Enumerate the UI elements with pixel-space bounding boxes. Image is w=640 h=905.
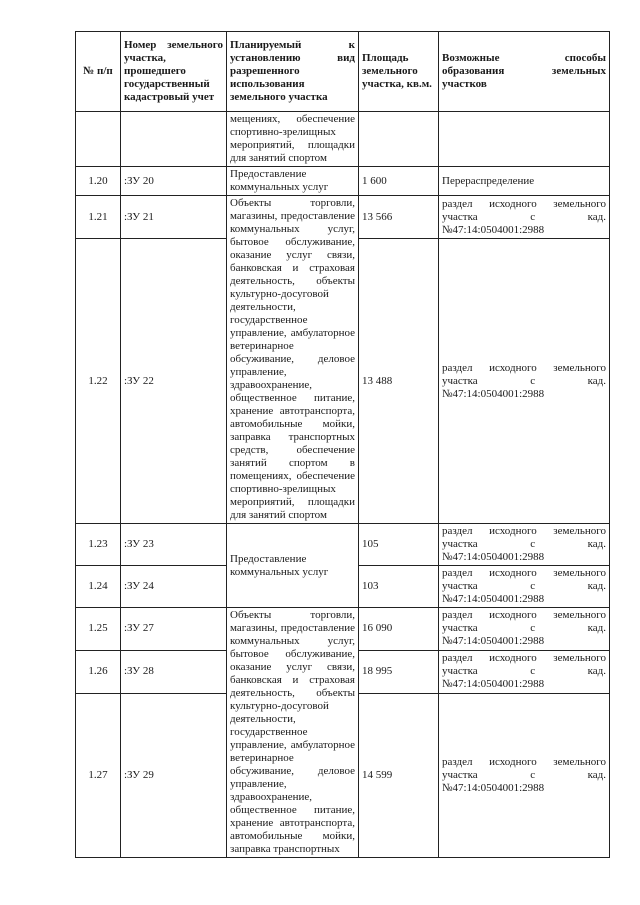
table-row	[76, 196, 610, 239]
row-use: Объекты торговли, магазины, предоставление коммунальных услуг, бытовое обслуживание, оказание услуг связи, банковская и страховая деятельность, объекты культурно-досуговой деятельности, государственное управление, амбулаторное ветеринарное обсуживание, деловое управление, здравоохранение, общественное питание, хранение автотранспорта, автомобильные мойки, заправка транспортных	[227, 608, 359, 858]
table-row	[76, 524, 610, 566]
row-area: 13 488	[359, 239, 439, 524]
row-num	[76, 112, 121, 167]
col-header-use: Планируемый к установлению вид разрешенного использования земельного участка	[227, 32, 359, 112]
row-method: раздел исходного земельного участка с кад.№47:14:0504001:2988	[439, 693, 610, 857]
row-plot: :ЗУ 27	[121, 608, 227, 651]
row-use: Предоставление коммунальных услуг	[227, 524, 359, 608]
row-num: 1.25	[76, 608, 121, 651]
row-plot: :ЗУ 23	[121, 524, 227, 566]
row-use: Предоставление коммунальных услуг	[227, 167, 359, 196]
row-num: 1.27	[76, 693, 121, 857]
row-plot: :ЗУ 24	[121, 566, 227, 608]
row-plot	[121, 112, 227, 167]
col-header-area: Площадь земельного участка, кв.м.	[359, 32, 439, 112]
row-area: 14 599	[359, 693, 439, 857]
row-area: 18 995	[359, 650, 439, 693]
row-plot: :ЗУ 22	[121, 239, 227, 524]
row-area: 1 600	[359, 167, 439, 196]
col-header-method: Возможные способы образования земельных участков	[439, 32, 610, 112]
row-method: раздел исходного земельного участка с кад.№47:14:0504001:2988	[439, 566, 610, 608]
row-plot: :ЗУ 28	[121, 650, 227, 693]
table-row	[76, 167, 610, 196]
land-plots-table	[75, 31, 610, 858]
row-method: раздел исходного земельного участка с кад.№47:14:0504001:2988	[439, 196, 610, 239]
row-num: 1.26	[76, 650, 121, 693]
row-area: 16 090	[359, 608, 439, 651]
row-plot: :ЗУ 20	[121, 167, 227, 196]
table-header-row	[76, 32, 610, 112]
row-area: 105	[359, 524, 439, 566]
row-use: Объекты торговли, магазины, предоставление коммунальных услуг, бытовое обслуживание, оказание услуг связи, банковская и страховая деятельность, объекты культурно-досуговой деятельности, государственное управление, амбулаторное ветеринарное обсуживание, деловое управление, здравоохранение, общественное питание, хранение автотранспорта, автомобильные мойки, заправка транспортных средств, обеспечение занятий спортом в помещениях, обеспечение спортивно-зрелищных мероприятий, площадки для занятий спортом	[227, 196, 359, 524]
row-num: 1.23	[76, 524, 121, 566]
row-plot: :ЗУ 29	[121, 693, 227, 857]
row-method: раздел исходного земельного участка с кад.№47:14:0504001:2988	[439, 524, 610, 566]
row-plot: :ЗУ 21	[121, 196, 227, 239]
row-method: раздел исходного земельного участка с кад.№47:14:0504001:2988	[439, 239, 610, 524]
row-area: 13 566	[359, 196, 439, 239]
table-row	[76, 112, 610, 167]
row-method: раздел исходного земельного участка с кад.№47:14:0504001:2988	[439, 608, 610, 651]
row-method: раздел исходного земельного участка с кад.№47:14:0504001:2988	[439, 650, 610, 693]
table-row	[76, 608, 610, 651]
row-area	[359, 112, 439, 167]
row-num: 1.21	[76, 196, 121, 239]
row-area: 103	[359, 566, 439, 608]
row-method	[439, 112, 610, 167]
row-num: 1.20	[76, 167, 121, 196]
row-num: 1.24	[76, 566, 121, 608]
col-header-plot: Номер земельного участка, прошедшего государственный кадастровый учет	[121, 32, 227, 112]
row-method: Перераспределение	[439, 167, 610, 196]
col-header-num: № п/п	[76, 32, 121, 112]
row-num: 1.22	[76, 239, 121, 524]
row-use: мещениях, обеспечение спортивно-зрелищных мероприятий, площадки для занятий спортом	[227, 112, 359, 167]
